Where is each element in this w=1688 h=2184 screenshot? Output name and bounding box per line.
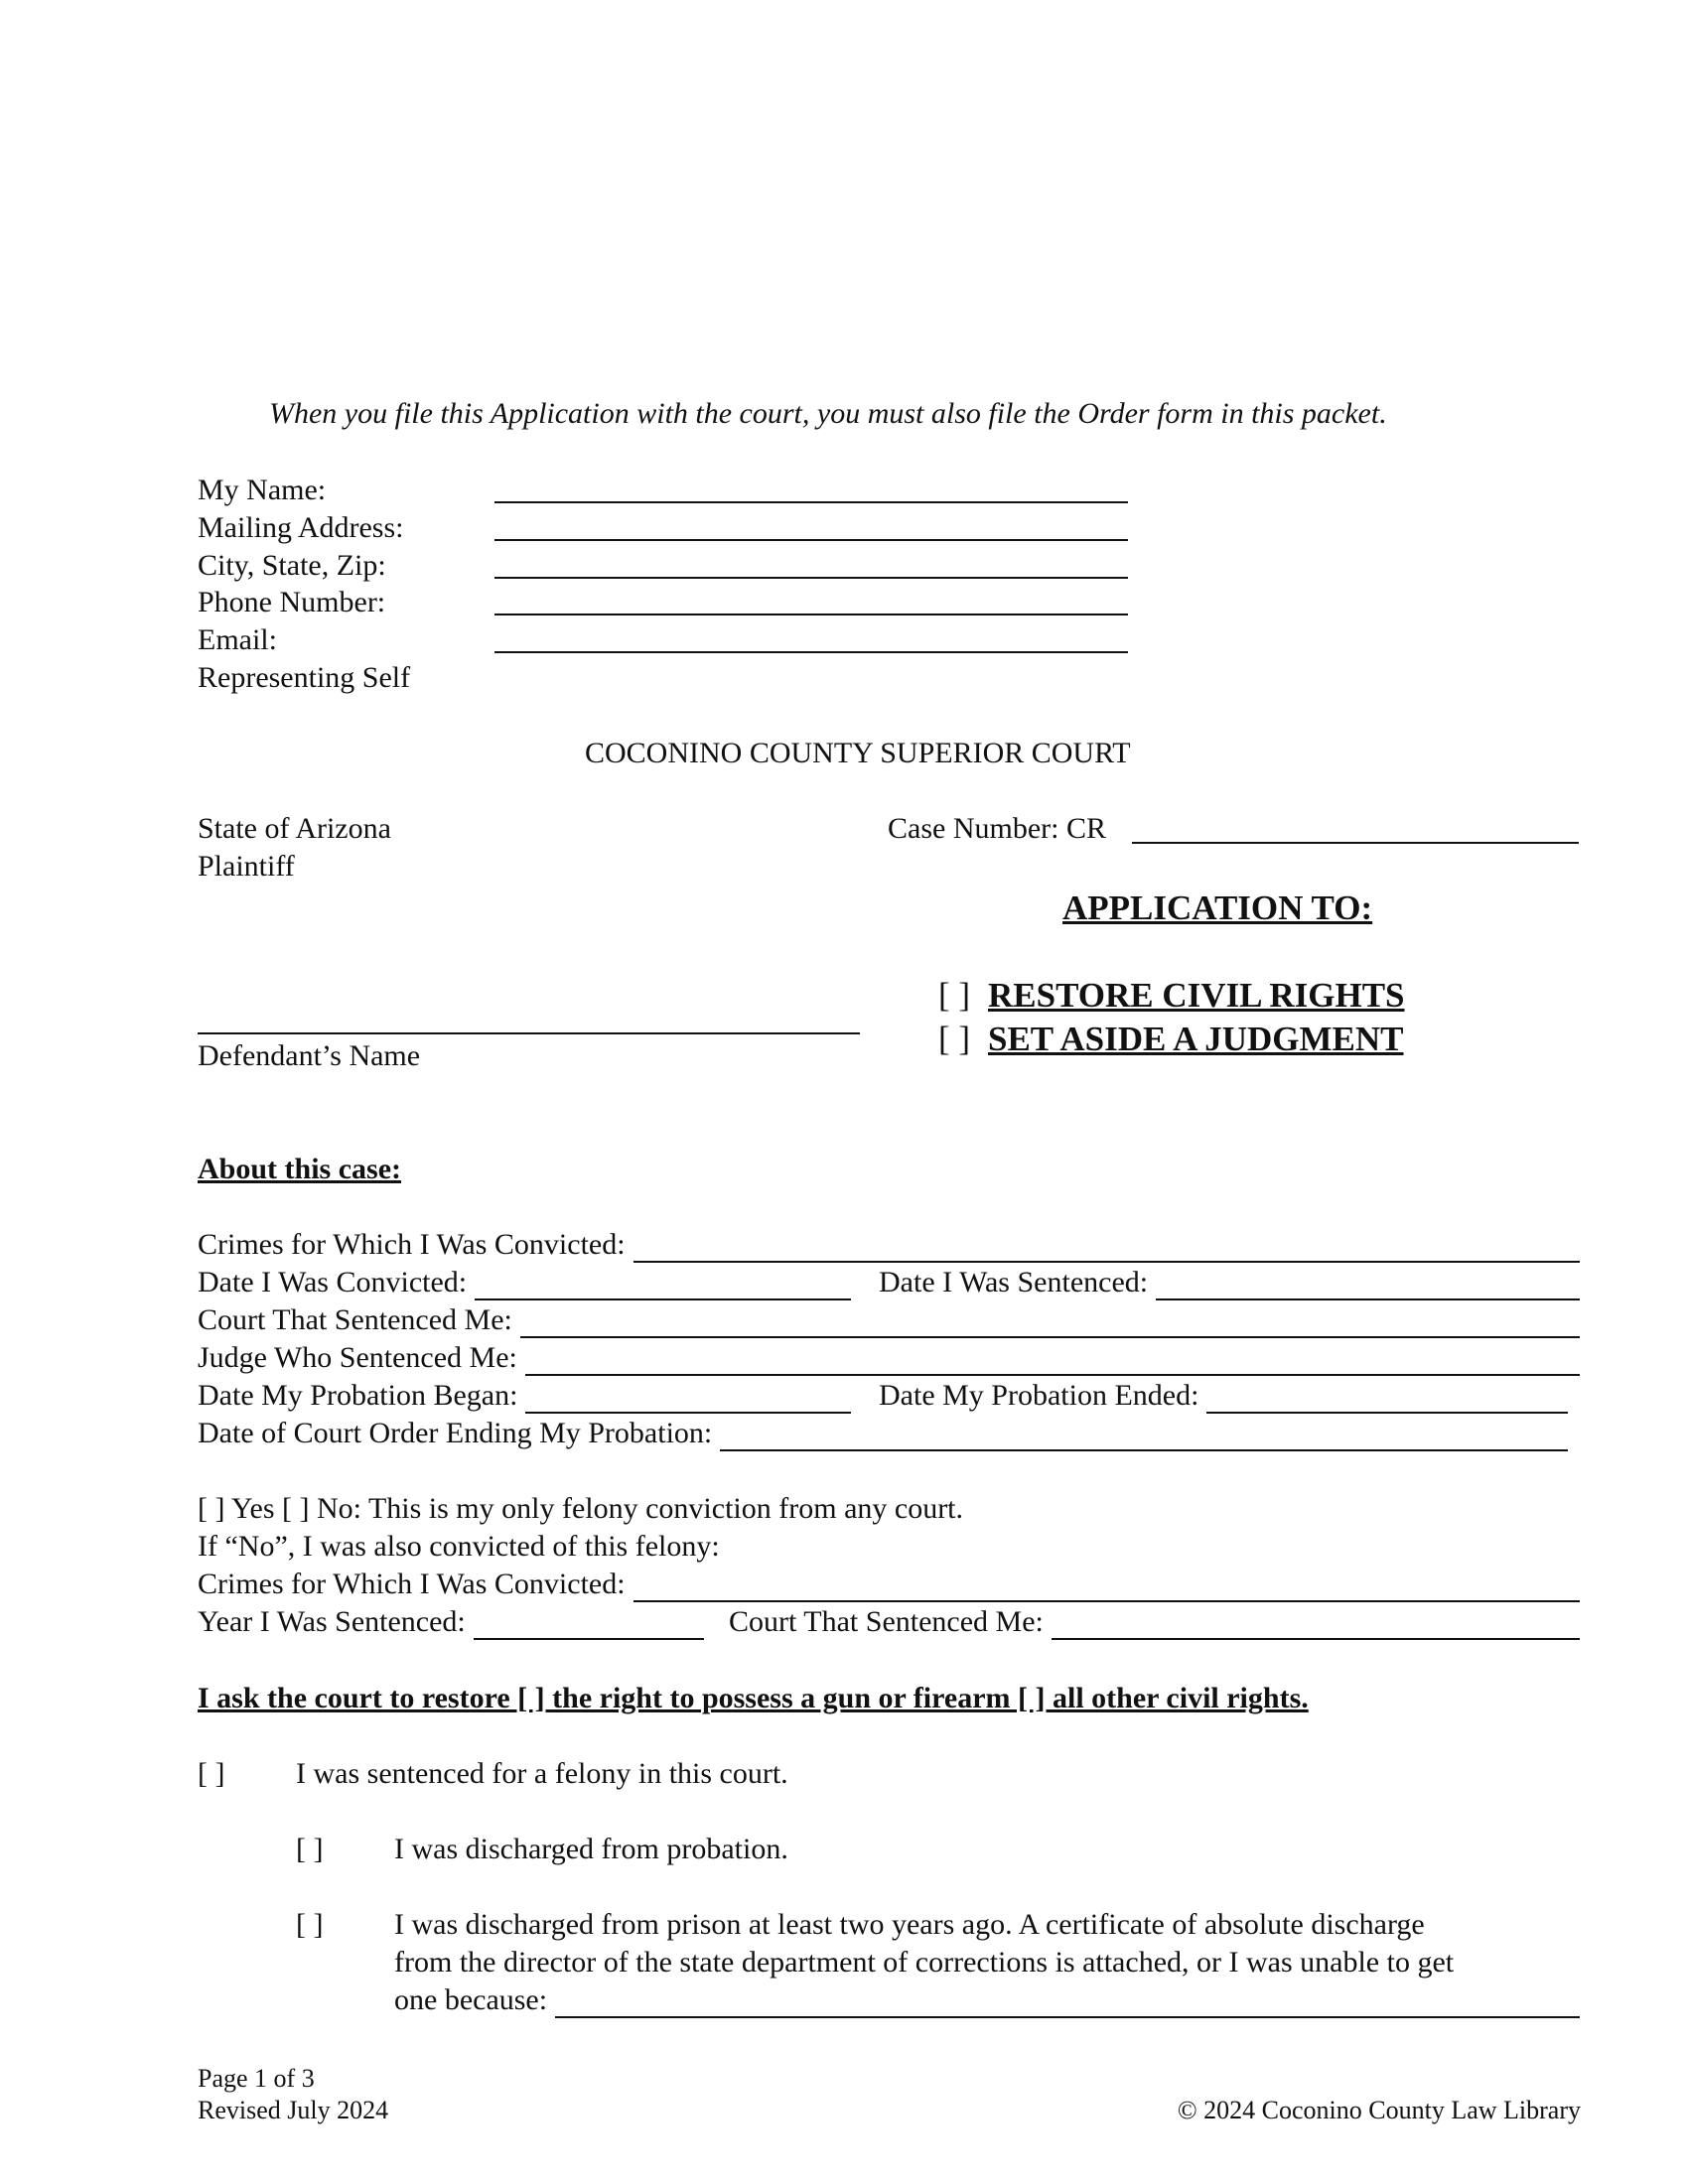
my-name-label: My Name: — [198, 474, 327, 506]
sentenced-statement: I was sentenced for a felony in this court. — [296, 1757, 788, 1790]
crimes-convicted-row — [198, 1225, 1580, 1263]
court-title: COCONINO COUNTY SUPERIOR COURT — [585, 737, 1131, 769]
probation-began-field[interactable] — [525, 1384, 851, 1414]
application-heading: APPLICATION TO: — [1062, 888, 1373, 927]
city-state-zip-field[interactable] — [494, 577, 1128, 579]
probation-ended-field[interactable] — [1206, 1384, 1568, 1414]
state-of-arizona: State of Arizona — [198, 812, 391, 845]
phone-number-label: Phone Number: — [198, 586, 386, 618]
case-number-label: Case Number: CR — [888, 812, 1106, 845]
crimes-convicted-field[interactable] — [633, 1233, 1580, 1263]
prison-statement-line1: I was discharged from prison at least two years ago. A certificate of absolute discharge — [394, 1908, 1425, 1941]
set-aside-option: SET ASIDE A JUDGMENT — [988, 1020, 1404, 1058]
order-ending-probation-label: Date of Court Order Ending My Probation: — [198, 1417, 713, 1449]
other-court-field[interactable] — [1052, 1610, 1580, 1640]
crimes-convicted-label: Crimes for Which I Was Convicted: — [198, 1228, 626, 1261]
if-no-statement: If “No”, I was also convicted of this felony: — [198, 1530, 720, 1563]
revised-date: Revised July 2024 — [198, 2096, 389, 2124]
date-sentenced-label: Date I Was Sentenced: — [879, 1266, 1149, 1298]
court-sentenced-label: Court That Sentenced Me: — [198, 1303, 512, 1336]
set-aside-checkbox[interactable]: [ ] — [938, 1020, 971, 1058]
page-number: Page 1 of 3 — [198, 2064, 315, 2093]
court-sentenced-field[interactable] — [520, 1308, 1580, 1338]
year-sentenced-row — [198, 1602, 704, 1640]
year-sentenced-field[interactable] — [474, 1610, 704, 1640]
prison-statement-line3: one because: — [394, 1983, 548, 2016]
city-state-zip-label: City, State, Zip: — [198, 549, 386, 582]
unable-reason-field[interactable] — [555, 1988, 1580, 2018]
other-court-label: Court That Sentenced Me: — [729, 1605, 1044, 1638]
email-label: Email: — [198, 623, 277, 656]
other-crimes-label: Crimes for Which I Was Convicted: — [198, 1568, 626, 1600]
date-convicted-label: Date I Was Convicted: — [198, 1266, 468, 1298]
email-field[interactable] — [494, 651, 1128, 653]
probation-ended-label: Date My Probation Ended: — [879, 1379, 1199, 1412]
judge-sentenced-row — [198, 1338, 1580, 1376]
case-number-field[interactable] — [1132, 842, 1579, 844]
probation-checkbox[interactable]: [ ] — [296, 1833, 324, 1865]
representing-self: Representing Self — [198, 661, 411, 694]
probation-ended-row — [879, 1376, 1568, 1414]
restore-request-statement[interactable]: I ask the court to restore [ ] the right to possess a gun or firearm [ ] all other civil rights. — [198, 1682, 1309, 1714]
prison-statement-line2: from the director of the state department of corrections is attached, or I was unable to get — [394, 1946, 1455, 1979]
phone-number-field[interactable] — [494, 614, 1128, 615]
plaintiff-label: Plaintiff — [198, 850, 295, 883]
judge-sentenced-label: Judge Who Sentenced Me: — [198, 1341, 517, 1374]
mailing-address-field[interactable] — [494, 539, 1128, 541]
date-sentenced-field[interactable] — [1156, 1271, 1580, 1300]
only-felony-question[interactable]: [ ] Yes [ ] No: This is my only felony conviction from any court. — [198, 1492, 964, 1525]
date-convicted-row — [198, 1263, 851, 1300]
other-court-row — [729, 1602, 1580, 1640]
sentenced-checkbox[interactable]: [ ] — [198, 1757, 225, 1790]
other-crimes-field[interactable] — [633, 1572, 1580, 1602]
my-name-field[interactable] — [494, 501, 1128, 503]
other-crimes-row — [198, 1565, 1580, 1602]
copyright: © 2024 Coconino County Law Library — [1177, 2096, 1581, 2124]
probation-statement: I was discharged from probation. — [394, 1833, 788, 1865]
unable-reason-row — [394, 1980, 1580, 2018]
probation-began-row — [198, 1376, 851, 1414]
date-sentenced-row — [879, 1263, 1580, 1300]
mailing-address-label: Mailing Address: — [198, 511, 404, 544]
probation-began-label: Date My Probation Began: — [198, 1379, 518, 1412]
filing-notice: When you file this Application with the court, you must also file the Order form in this packet. — [269, 397, 1387, 430]
about-case-heading: About this case: — [198, 1153, 402, 1185]
restore-rights-checkbox[interactable]: [ ] — [938, 976, 971, 1015]
court-sentenced-row — [198, 1300, 1580, 1338]
order-ending-probation-field[interactable] — [720, 1422, 1568, 1451]
date-convicted-field[interactable] — [475, 1271, 851, 1300]
order-ending-probation-row — [198, 1414, 1568, 1451]
prison-checkbox[interactable]: [ ] — [296, 1908, 324, 1941]
defendant-name-field[interactable] — [198, 1032, 860, 1034]
defendant-name-label: Defendant’s Name — [198, 1039, 421, 1072]
restore-rights-option: RESTORE CIVIL RIGHTS — [988, 976, 1405, 1015]
year-sentenced-label: Year I Was Sentenced: — [198, 1605, 466, 1638]
judge-sentenced-field[interactable] — [525, 1346, 1580, 1376]
